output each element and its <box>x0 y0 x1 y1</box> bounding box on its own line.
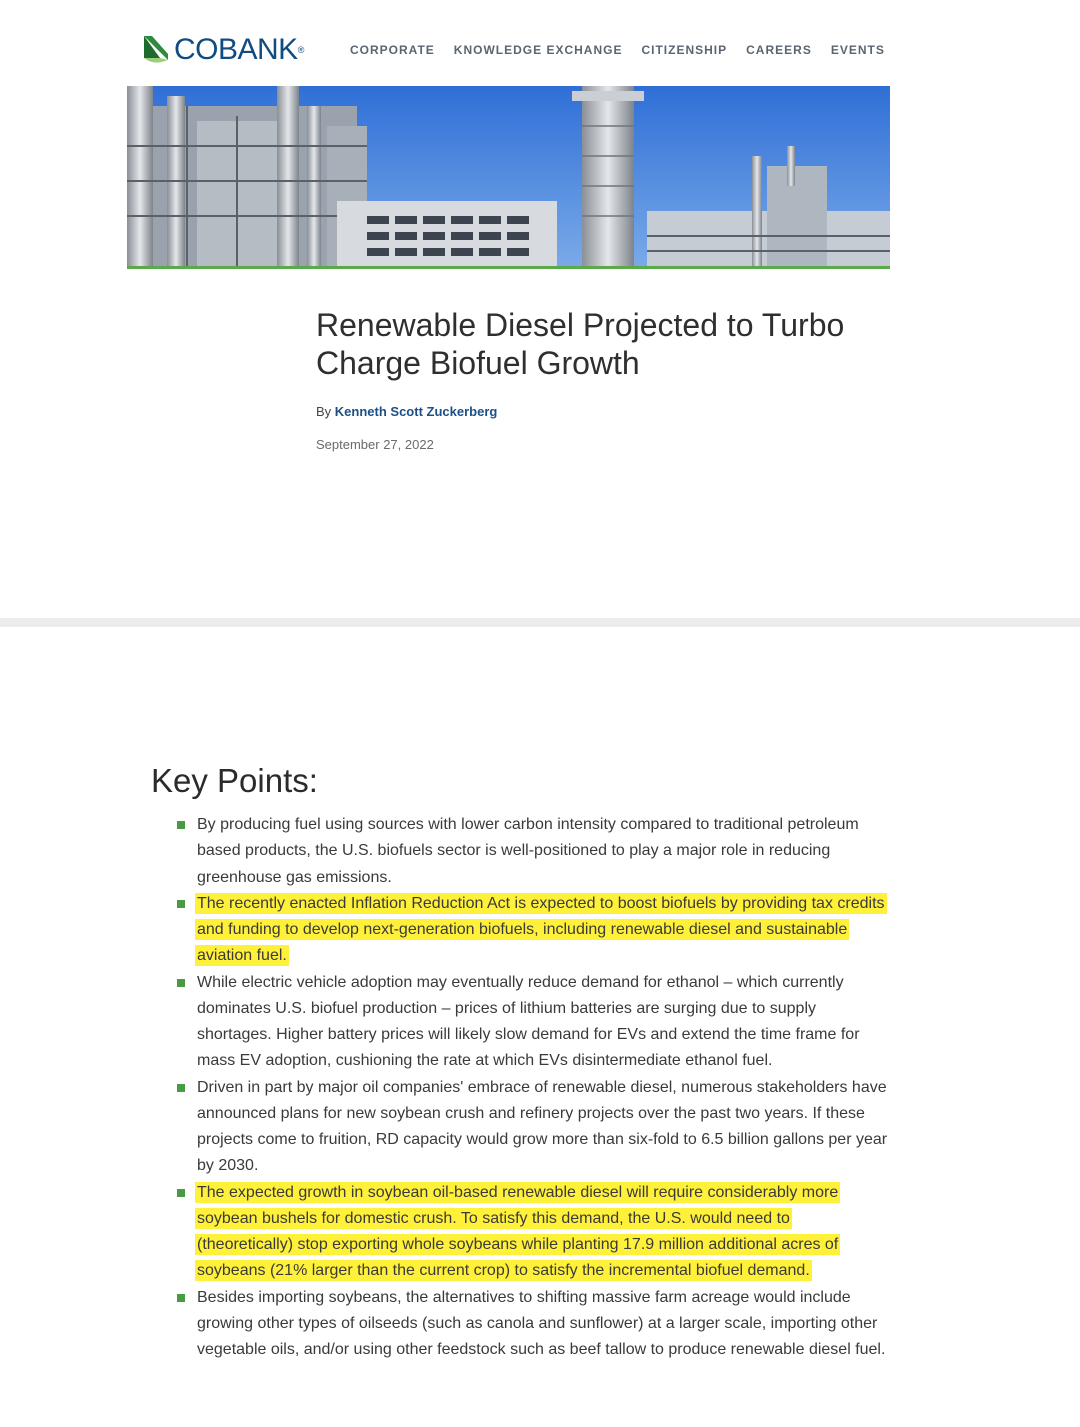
bullet-square-icon <box>177 1294 185 1302</box>
main-nav <box>350 43 885 57</box>
key-point-item <box>176 970 888 1075</box>
cobank-logo[interactable] <box>144 33 305 66</box>
nav-knowledge-exchange[interactable]: KNOWLEDGE EXCHANGE <box>453 43 623 57</box>
trademark-symbol: ® <box>297 45 305 55</box>
bullet-square-icon <box>177 1084 185 1092</box>
key-point-item <box>176 1075 888 1180</box>
byline <box>316 404 497 419</box>
nav-careers[interactable]: CAREERS <box>746 43 812 57</box>
bullet-square-icon <box>177 1189 185 1197</box>
key-point-text: Besides importing soybeans, the alternatives to shifting massive farm acreage would include growing other types of oilseeds (such as canola and sunflower) at a larger scale, importing other vegetable oils, and/or using other feedstock such as beef tallow to produce renewable diesel fuel. <box>197 1288 886 1358</box>
screenshot-divider <box>0 618 1080 627</box>
nav-events[interactable]: EVENTS <box>830 43 885 57</box>
nav-citizenship[interactable]: CITIZENSHIP <box>641 43 728 57</box>
key-points-list <box>176 812 888 1363</box>
key-point-item <box>176 891 888 970</box>
key-point-item <box>176 1285 888 1364</box>
byline-label: By <box>316 404 332 419</box>
hero-image-refinery <box>127 86 890 269</box>
key-point-text: While electric vehicle adoption may eventually reduce demand for ethanol – which currently dominates U.S. biofuel production – prices of lithium batteries are surging due to supply shortages. Higher battery prices will likely slow demand for EVs and extend the time frame for mass EV adoption, cushioning the rate at which EVs disintermediate ethanol fuel. <box>197 973 860 1070</box>
nav-corporate[interactable]: CORPORATE <box>350 43 435 57</box>
key-point-text: The recently enacted Inflation Reduction Act is expected to boost biofuels by providing tax credits and funding to develop next-generation biofuels, including renewable diesel and sustainable aviation fuel. <box>197 894 885 965</box>
author-link[interactable]: Kenneth Scott Zuckerberg <box>334 404 498 419</box>
key-point-text: By producing fuel using sources with lower carbon intensity compared to traditional petroleum based products, the U.S. biofuels sector is well-positioned to play a major role in reducing greenhouse gas emissions. <box>197 816 859 886</box>
key-point-text: Driven in part by major oil companies' embrace of renewable diesel, numerous stakeholders have announced plans for new soybean crush and refinery projects over the past two years. If these projects come to fruition, RD capacity would grow more than six-fold to 6.5 billion gallons per year by 2030. <box>197 1078 888 1175</box>
article-title: Renewable Diesel Projected to Turbo Charge Biofuel Growth <box>316 307 845 381</box>
bullet-square-icon <box>177 900 185 908</box>
key-point-item <box>176 812 888 891</box>
site-header <box>0 0 1080 86</box>
key-point-text: The expected growth in soybean oil-based renewable diesel will require considerably more soybean bushels for domestic crush. To satisfy this demand, the U.S. would need to (theoretically) stop exporting whole soybeans while planting 17.9 million additional acres of soybeans (21% larger than the current crop) to satisfy the incremental biofuel demand. <box>197 1183 839 1280</box>
bullet-square-icon <box>177 821 185 829</box>
key-point-item <box>176 1180 888 1285</box>
bullet-square-icon <box>177 979 185 987</box>
publish-date: September 27, 2022 <box>316 437 434 452</box>
key-points-heading: Key Points: <box>151 762 318 799</box>
cobank-wordmark: COBANK <box>174 33 298 66</box>
cobank-leaf-icon <box>144 36 170 64</box>
